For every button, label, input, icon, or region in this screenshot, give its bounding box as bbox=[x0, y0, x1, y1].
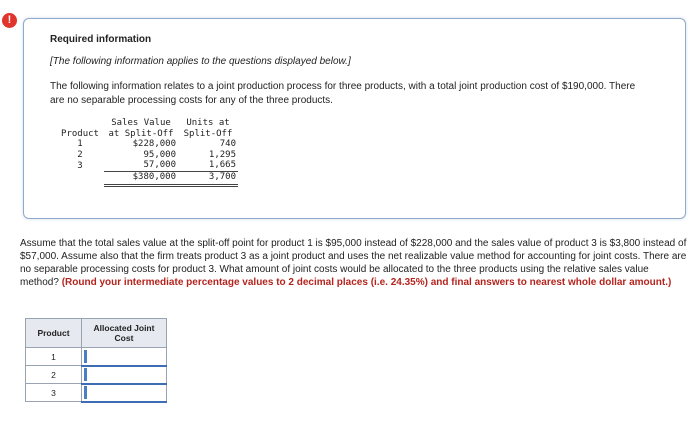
units-header-line2: Split-Off bbox=[183, 128, 233, 139]
sales-cell: $228,000 bbox=[132, 139, 176, 149]
table-row bbox=[26, 348, 167, 366]
required-info-intro: The following information relates to a joint production process for three products, with a total joint production cost of $190,000. There are no separable processing costs for any of the three products. bbox=[50, 81, 636, 106]
double-underline bbox=[56, 182, 238, 186]
required-info-note: [The following information applies to the questions displayed below.] bbox=[50, 56, 351, 67]
answer-product-label: 3 bbox=[26, 384, 82, 402]
required-information-panel bbox=[23, 18, 686, 219]
table-row bbox=[26, 366, 167, 384]
units-cell: 1,665 bbox=[208, 160, 236, 170]
question-body: Assume that the total sales value at the split-off point for product 1 is $95,000 instead of $228,000 and the sales value of product 3 is $3,800 instead of $57,000. Assume also that the firm treats product 3 as a joint product and uses the net realizable value method for accounting for joint costs. There are no separable processing costs for product 3. What amount of joint costs would be allocated to the three products using the relative sales value method? bbox=[20, 238, 687, 288]
answer-header-allocated: Allocated Joint Cost bbox=[82, 319, 167, 348]
answer-table bbox=[25, 318, 167, 403]
allocated-cost-input-1[interactable] bbox=[84, 350, 164, 363]
alert-icon: ! bbox=[2, 13, 17, 28]
product-header: Product bbox=[61, 128, 99, 139]
units-cell: 740 bbox=[219, 139, 236, 149]
answer-header-product: Product bbox=[26, 319, 82, 348]
sales-cell: 95,000 bbox=[143, 149, 176, 160]
table-row bbox=[56, 150, 238, 161]
answer-product-label: 2 bbox=[26, 366, 82, 384]
product-cell: 1 bbox=[77, 139, 83, 149]
sales-header-line1: Sales Value bbox=[111, 118, 171, 128]
question-text bbox=[20, 237, 688, 289]
sales-header-line2: at Split-Off bbox=[108, 128, 174, 139]
product-cell: 3 bbox=[77, 160, 83, 171]
sales-cell: 57,000 bbox=[143, 160, 176, 170]
production-data-table bbox=[56, 118, 238, 187]
table-row bbox=[56, 160, 238, 171]
allocated-cost-input-2[interactable] bbox=[84, 368, 164, 381]
table-row bbox=[26, 384, 167, 402]
rounding-instruction: (Round your intermediate percentage values to 2 decimal places (i.e. 24.35%) and final answers to nearest whole dollar amount.) bbox=[61, 277, 672, 288]
units-cell: 1,295 bbox=[208, 149, 236, 160]
product-cell: 2 bbox=[77, 149, 83, 160]
table-row bbox=[56, 139, 238, 150]
units-header-line1: Units at bbox=[186, 118, 230, 128]
total-row bbox=[56, 171, 238, 182]
allocated-cost-input-3[interactable] bbox=[84, 386, 164, 399]
answer-product-label: 1 bbox=[26, 348, 82, 366]
required-info-title: Required information bbox=[50, 34, 152, 45]
total-units: 3,700 bbox=[178, 171, 238, 182]
total-sales: $380,000 bbox=[104, 171, 178, 182]
